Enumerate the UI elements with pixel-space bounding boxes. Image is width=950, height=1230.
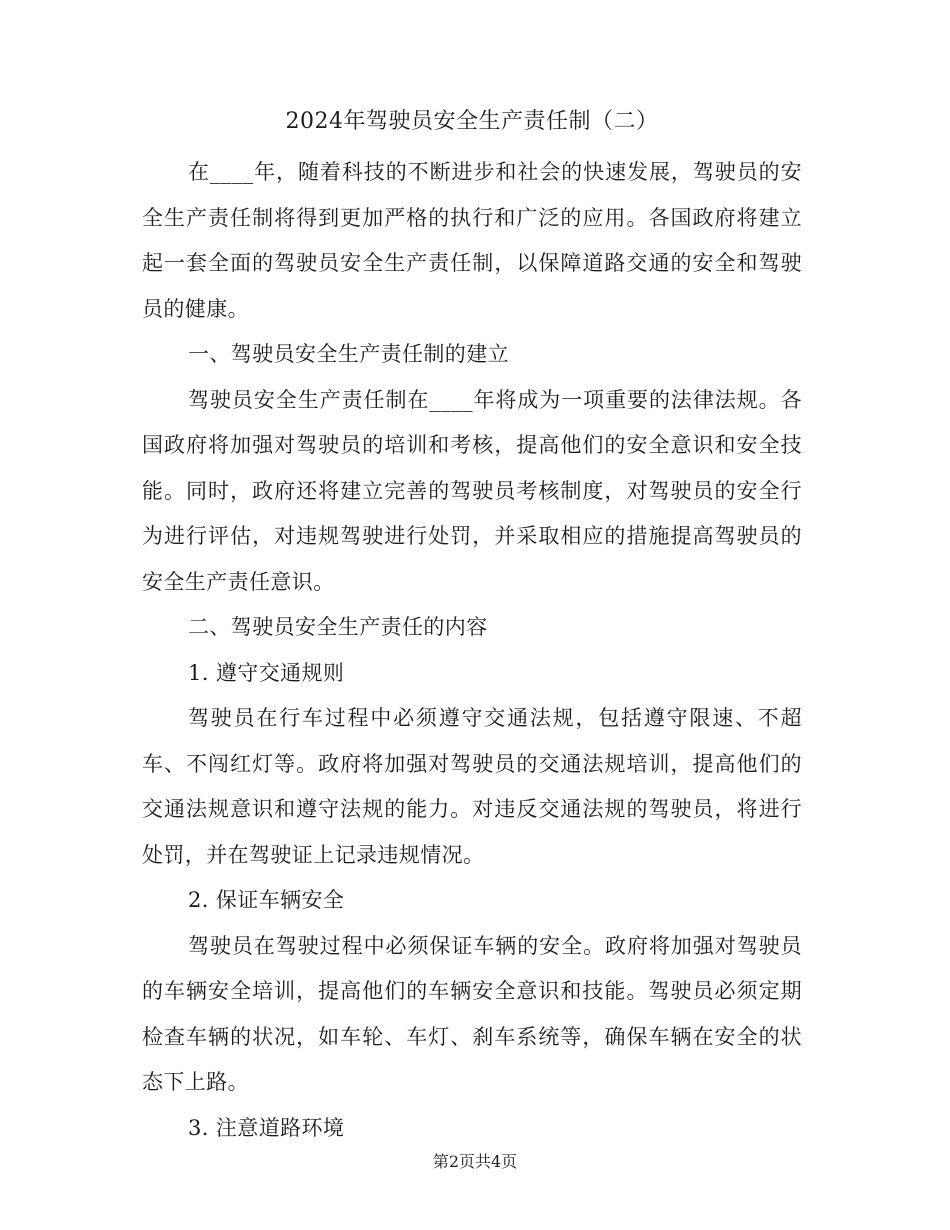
establishment-paragraph: 驾驶员安全生产责任制在____年将成为一项重要的法律法规。各国政府将加强对驾驶员的培训和考核，提高他们的安全意识和安全技能。同时，政府还将建立完善的驾驶员考核制度，对驾驶员的安全行为进行评估，对违规驾驶进行处罚，并采取相应的措施提高驾驶员的安全生产责任意识。 [142, 387, 802, 594]
traffic-rules-paragraph: 驾驶员在行车过程中必须遵守交通法规，包括遵守限速、不超车、不闯红灯等。政府将加强对驾驶员的交通法规培训，提高他们的交通法规意识和遵守法规的能力。对违反交通法规的驾驶员，将进行处罚，并在驾驶证上记录违规情况。 [142, 706, 802, 867]
section-heading-content: 二、驾驶员安全生产责任的内容 [188, 615, 488, 639]
intro-paragraph: 在____年，随着科技的不断进步和社会的快速发展，驾驶员的安全生产责任制将得到更加严格的执行和广泛的应用。各国政府将建立起一套全面的驾驶员安全生产责任制，以保障道路交通的安全和驾驶员的健康。 [142, 160, 802, 321]
section-heading-establishment: 一、驾驶员安全生产责任制的建立 [188, 342, 509, 366]
vehicle-safety-paragraph: 驾驶员在驾驶过程中必须保证车辆的安全。政府将加强对驾驶员的车辆安全培训，提高他们的车辆安全意识和技能。驾驶员必须定期检查车辆的状况，如车轮、车灯、刹车系统等，确保车辆在安全的状态下上路。 [142, 933, 802, 1094]
page-number-footer: 第2页共4页 [432, 1152, 518, 1171]
subheading-traffic-rules: 1. 遵守交通规则 [188, 660, 345, 685]
document-body [142, 100, 802, 1151]
document-title: 2024年驾驶员安全生产责任制（二） [285, 109, 659, 134]
subheading-road-environment: 3. 注意道路环境 [188, 1115, 345, 1140]
subheading-vehicle-safety: 2. 保证车辆安全 [188, 888, 345, 912]
